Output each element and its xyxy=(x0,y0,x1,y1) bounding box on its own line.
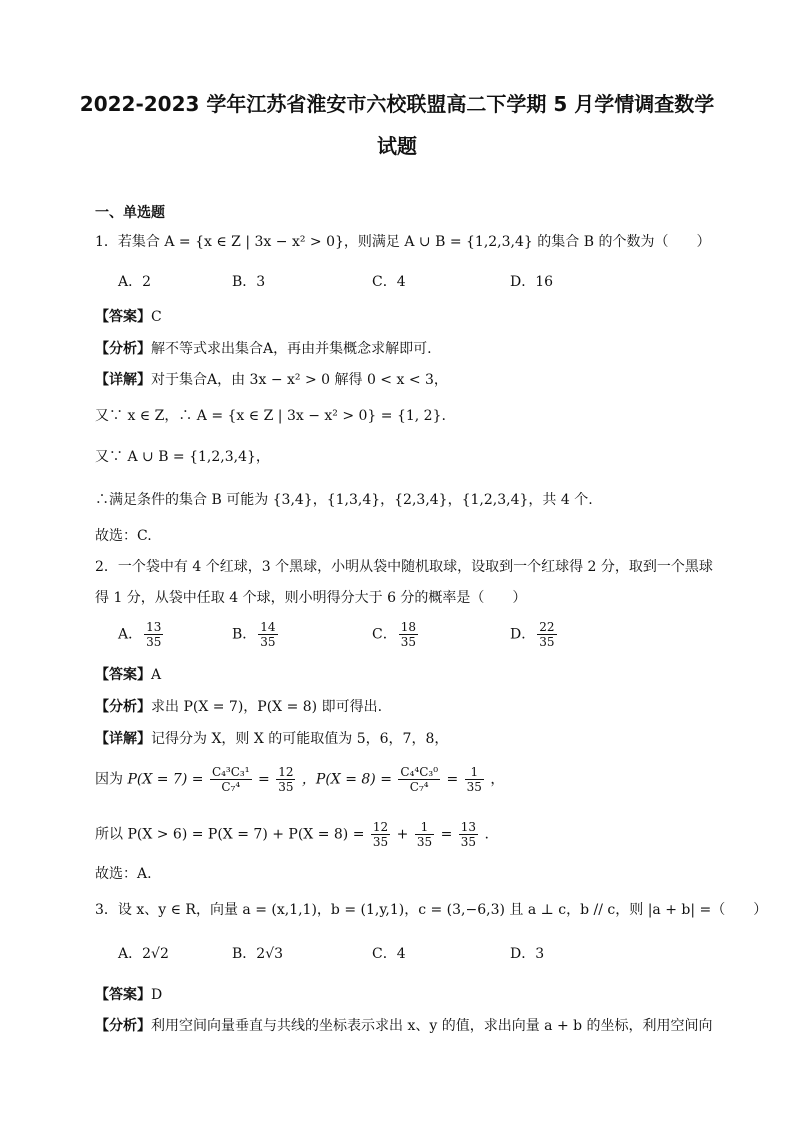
q2-option-c-letter: C． xyxy=(372,626,397,643)
answer-tag: 【答案】 xyxy=(95,987,151,1003)
q2-p7-rden: 35 xyxy=(278,780,294,794)
q1-conclusion: 故选：C. xyxy=(95,528,152,544)
q2-option-c-fraction xyxy=(399,620,418,649)
q2-so-c-den: 35 xyxy=(460,835,477,849)
q2-analysis-row xyxy=(95,697,382,717)
answer-tag: 【答案】 xyxy=(95,309,151,325)
document-title-line2: 试题 xyxy=(377,134,417,158)
q2-option-a-fraction xyxy=(144,620,163,649)
analysis-tag: 【分析】 xyxy=(95,1018,151,1034)
q1-option-a: A．2 xyxy=(118,274,152,290)
q2-because: 因为 xyxy=(95,771,123,788)
q2-p8-rden: 35 xyxy=(466,780,482,794)
q2-option-a xyxy=(118,620,165,649)
analysis-tag: 【分析】 xyxy=(95,341,151,357)
q2-conclusion: 故选：A. xyxy=(95,866,152,882)
q2-p8-den: C₇⁴ xyxy=(409,780,429,794)
q2-so-eq: = xyxy=(440,826,453,843)
q2-so-a-num: 12 xyxy=(372,820,389,834)
q2-p7-lhs: P(X = 7) = xyxy=(127,771,204,788)
section-heading: 一、单选题 xyxy=(95,205,165,221)
q2-p8-rnum: 1 xyxy=(465,765,484,780)
q2-option-d-num: 22 xyxy=(539,620,555,634)
q2-stem-line1: 2．一个袋中有 4 个红球，3 个黑球，小明从袋中随机取球，设取到一个红球得 2 分，取到一个黑球 xyxy=(95,559,713,575)
q2-option-c xyxy=(372,620,420,649)
q1-analysis: 解不等式求出集合A，再由并集概念求解即可. xyxy=(151,341,432,357)
q2-option-b-num: 14 xyxy=(260,620,276,634)
q1-detail-line4: ∴满足条件的集合 B 可能为 {3,4}，{1,3,4}，{2,3,4}，{1,2,3,4}，共 4 个. xyxy=(95,492,593,508)
q2-option-b-fraction xyxy=(258,620,277,649)
q2-p7-eq: = xyxy=(258,771,270,788)
q1-option-c: C．4 xyxy=(372,274,406,290)
q1-analysis-row xyxy=(95,339,432,359)
q2-option-b-letter: B． xyxy=(232,626,257,643)
q3-answer-row xyxy=(95,985,162,1005)
q3-option-a: A．2√2 xyxy=(118,946,169,962)
q1-detail-line2: 又∵ x ∈ Z，∴ A = {x ∈ Z | 3x − x² > 0} = {1, 2}. xyxy=(95,408,446,424)
q2-option-c-num: 18 xyxy=(400,620,416,634)
q2-so-a xyxy=(371,820,390,849)
q1-option-b: B．3 xyxy=(232,274,266,290)
q2-so-lhs: 所以 P(X > 6) = P(X = 7) + P(X = 8) = xyxy=(95,826,365,843)
q2-option-b xyxy=(232,620,280,649)
q2-p8-num: C₄⁴C₃⁰ xyxy=(400,765,439,779)
q2-option-d-den: 35 xyxy=(539,635,555,649)
q2-analysis: 求出 P(X = 7)，P(X = 8) 即可得出. xyxy=(151,699,383,715)
q2-p7-den: C₇⁴ xyxy=(221,780,241,794)
q2-detail-line1: 记得分为 X，则 X 的可能取值为 5，6，7，8， xyxy=(151,731,449,747)
answer-tag: 【答案】 xyxy=(95,667,151,683)
q2-answer: A xyxy=(151,667,162,683)
q2-so-b-den: 35 xyxy=(416,835,433,849)
q3-analysis-row xyxy=(95,1016,713,1036)
q2-sum-line xyxy=(95,820,489,849)
analysis-tag: 【分析】 xyxy=(95,699,151,715)
detail-tag: 【详解】 xyxy=(95,731,151,747)
q1-option-d: D．16 xyxy=(510,274,554,290)
q2-option-c-den: 35 xyxy=(400,635,416,649)
q2-so-c-num: 13 xyxy=(460,820,477,834)
q3-option-d: D．3 xyxy=(510,946,545,962)
q2-answer-row xyxy=(95,665,161,685)
q2-p8-lhs: ，P(X = 8) = xyxy=(301,771,392,788)
q2-option-d-fraction xyxy=(537,620,556,649)
q3-answer: D xyxy=(151,987,163,1003)
q2-option-b-den: 35 xyxy=(260,635,276,649)
q1-answer: C xyxy=(151,309,162,325)
q2-p7-result xyxy=(276,765,295,794)
q1-detail-row xyxy=(95,370,448,390)
q2-so-b xyxy=(415,820,434,849)
q2-p7-fraction xyxy=(210,765,252,794)
detail-tag: 【详解】 xyxy=(95,372,151,388)
q2-option-d-letter: D． xyxy=(510,626,536,643)
q2-p8-fraction xyxy=(398,765,440,794)
q1-detail-line3: 又∵ A ∪ B = {1,2,3,4}， xyxy=(95,449,270,465)
q3-stem: 3．设 x、y ∈ R，向量 a = (x,1,1)，b = (1,y,1)，c = (3,−6,3) 且 a ⊥ c，b // c，则 |a + b| =（ ） xyxy=(95,902,768,918)
q2-p7-num: C₄³C₃¹ xyxy=(211,765,250,779)
q3-option-c: C．4 xyxy=(372,946,406,962)
q2-so-c xyxy=(459,820,478,849)
q2-probability-line xyxy=(95,765,504,794)
q1-detail-line1: 对于集合A，由 3x − x² > 0 解得 0 < x < 3， xyxy=(151,372,448,388)
q2-option-d xyxy=(510,620,559,649)
q2-p8-eq: = xyxy=(446,771,459,788)
q2-p8-result xyxy=(465,765,484,794)
q1-stem: 1．若集合 A = {x ∈ Z | 3x − x² > 0}，则满足 A ∪ B = {1,2,3,4} 的集合 B 的个数为（ ） xyxy=(95,234,711,250)
q2-so-a-den: 35 xyxy=(372,835,389,849)
q2-so-end: . xyxy=(484,826,489,843)
q2-stem-line2: 得 1 分，从袋中任取 4 个球，则小明得分大于 6 分的概率是（ ） xyxy=(95,590,527,606)
q2-option-a-letter: A． xyxy=(118,626,143,643)
q2-so-plus: + xyxy=(396,826,409,843)
q2-detail-row xyxy=(95,729,448,749)
q2-p7-rnum: 12 xyxy=(278,765,294,779)
q2-option-a-num: 13 xyxy=(146,620,162,634)
q1-answer-row xyxy=(95,307,162,327)
document-title-line1: 2022-2023 学年江苏省淮安市六校联盟高二下学期 5 月学情调查数学 xyxy=(79,92,715,116)
q3-analysis: 利用空间向量垂直与共线的坐标表示求出 x、y 的值，求出向量 a + b 的坐标，利用空间向 xyxy=(151,1018,713,1034)
q2-p8-tail: ， xyxy=(490,771,505,788)
q2-option-a-den: 35 xyxy=(146,635,162,649)
q2-so-b-num: 1 xyxy=(415,820,434,835)
q3-option-b: B．2√3 xyxy=(232,946,284,962)
